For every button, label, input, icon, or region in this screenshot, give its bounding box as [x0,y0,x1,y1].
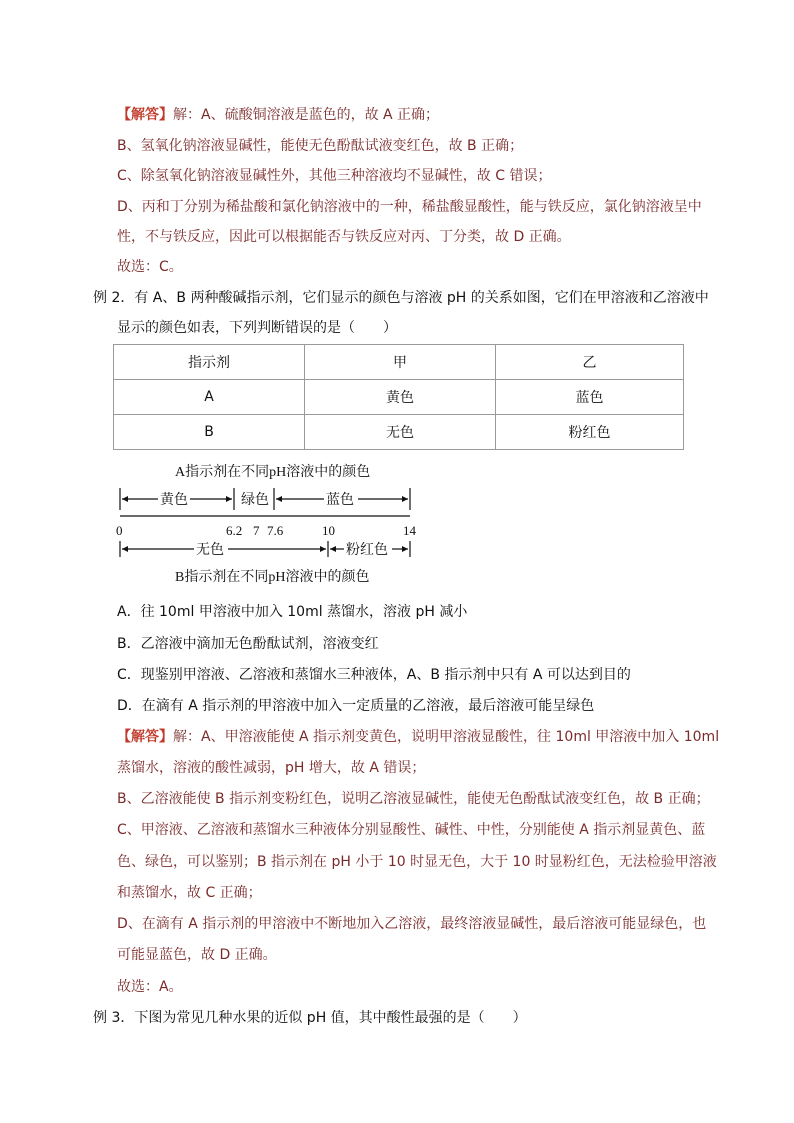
ex1-answer-line-2: B、氢氧化钠溶液显碱性，能使无色酚酞试液变红色，故 B 正确； [117,138,524,154]
arrowhead-icon [320,546,326,552]
label-blue: 蓝色 [326,493,354,508]
ex2-answer-line-5: 色、绿色，可以鉴别；B 指示剂在 pH 小于 10 时显无色，大于 10 时显粉红色，无法检验甲溶液 [117,854,717,870]
answer-text: 解：A、硫酸铜溶液是蓝色的，故 A 正确； [173,107,440,123]
option-c: C．现鉴别甲溶液、乙溶液和蒸馏水三种液体，A、B 指示剂中只有 A 可以达到目的 [117,667,631,683]
label-green: 绿色 [241,493,269,508]
ex2-answer-line-7: D、在滴有 A 指示剂的甲溶液中不断地加入乙溶液，最终溶液显碱性，最后溶液可能显绿色，也 [117,916,707,932]
ex2-answer-line-8: 可能显蓝色，故 D 正确。 [117,947,277,963]
arrowhead-icon [276,496,282,502]
ex3-question: 例 3．下图为常见几种水果的近似 pH 值，其中酸性最强的是（ ） [93,1010,527,1026]
indicator-table [113,344,684,450]
table-header-cell: 甲 [305,345,496,380]
ex2-question-line-1: 例 2．有 A、B 两种酸碱指示剂，它们显示的颜色与溶液 pH 的关系如图，它们在甲溶液和乙溶液中 [93,290,709,306]
arrowhead-icon [226,496,232,502]
tick-label: 14 [403,523,416,538]
option-b: B．乙溶液中滴加无色酚酞试剂，溶液变红 [117,636,379,652]
tick-label: 7.6 [267,523,284,538]
ex1-answer-line-5: 性，不与铁反应，因此可以根据能否与铁反应对丙、丁分类，故 D 正确。 [117,229,571,245]
ex2-question-line-2: 显示的颜色如表，下列判断错误的是（ ） [117,320,397,336]
table-cell: 粉红色 [496,415,684,450]
ex2-choice: 故选：A。 [117,979,183,995]
table-row [114,415,684,450]
table-cell: 无色 [305,415,496,450]
arrowhead-icon [330,546,336,552]
arrowhead-icon [122,546,128,552]
table-header-cell: 乙 [496,345,684,380]
table-header-row [114,345,684,380]
ex1-answer-line-3: C、除氢氧化钠溶液显碱性外，其他三种溶液均不显碱性，故 C 错误； [117,168,552,184]
option-a: A．往 10ml 甲溶液中加入 10ml 蒸馏水，溶液 pH 减小 [117,604,468,620]
ex1-choice: 故选：C。 [117,259,183,275]
arrowhead-icon [402,496,408,502]
diagram-title-a: A指示剂在不同pH溶液中的颜色 [175,465,371,480]
arrowhead-icon [402,546,408,552]
ex2-answer-line-1 [117,727,719,747]
arrowhead-icon [122,496,128,502]
answer-tag: 【解答】 [117,729,173,745]
table-cell: 黄色 [305,380,496,415]
ph-indicator-diagram [110,455,430,590]
tick-label: 0 [116,523,123,538]
label-pink: 粉红色 [346,543,388,558]
ex2-answer-line-3: B、乙溶液能使 B 指示剂变粉红色，说明乙溶液显碱性，能使无色酚酞试液变红色，故 B 正确； [117,791,710,807]
tick-label: 10 [322,523,335,538]
table-row [114,380,684,415]
diagram-title-b: B指示剂在不同pH溶液中的颜色 [175,570,370,585]
option-d: D．在滴有 A 指示剂的甲溶液中加入一定质量的乙溶液，最后溶液可能呈绿色 [117,698,595,714]
ex2-answer-line-6: 和蒸馏水，故 C 正确； [117,885,262,901]
ex2-answer-line-4: C、甲溶液、乙溶液和蒸馏水三种液体分别显酸性、碱性、中性，分别能使 A 指示剂显黄色、蓝 [117,822,706,838]
label-yellow: 黄色 [160,493,188,508]
label-colorless: 无色 [196,543,224,558]
table-cell: B [114,415,305,450]
ex1-answer-line-1 [117,105,439,125]
answer-text: 解：A、甲溶液能使 A 指示剂变黄色，说明甲溶液显酸性，往 10ml 甲溶液中加入 10ml [173,729,720,745]
answer-tag: 【解答】 [117,107,173,123]
table-header-cell: 指示剂 [114,345,305,380]
table-cell: A [114,380,305,415]
ex1-answer-line-4: D、丙和丁分别为稀盐酸和氯化钠溶液中的一种，稀盐酸显酸性，能与铁反应，氯化钠溶液呈中 [117,199,702,215]
table-cell: 蓝色 [496,380,684,415]
tick-label: 6.2 [226,523,243,538]
ex2-answer-line-2: 蒸馏水，溶液的酸性减弱，pH 增大，故 A 错误； [117,760,426,776]
tick-label: 7 [253,523,260,538]
